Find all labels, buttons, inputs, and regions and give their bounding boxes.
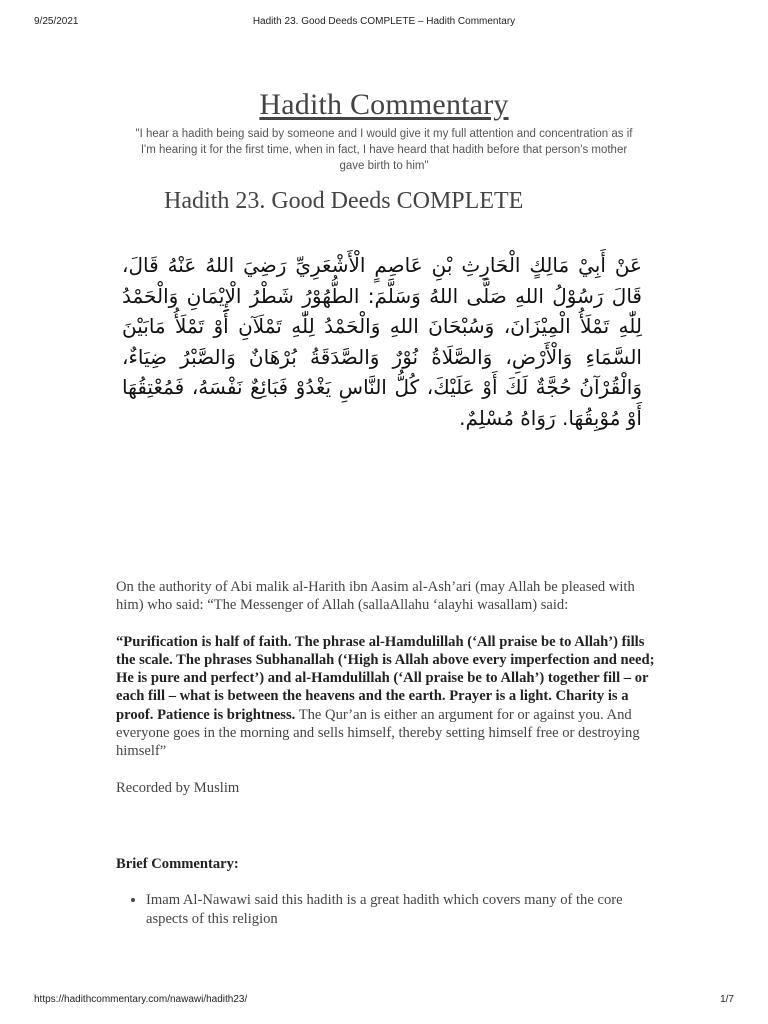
print-document-title: Hadith 23. Good Deeds COMPLETE – Hadith Commentary bbox=[252, 16, 516, 27]
print-date: 9/25/2021 bbox=[34, 16, 79, 27]
recorded-by: Recorded by Muslim bbox=[116, 779, 240, 796]
site-title-link[interactable]: Hadith Commentary bbox=[259, 88, 509, 121]
print-page-number: 1/7 bbox=[720, 994, 734, 1005]
commentary-heading-text: Brief Commentary: bbox=[116, 855, 239, 872]
post-content bbox=[116, 578, 656, 928]
commentary-heading bbox=[116, 855, 656, 873]
hadith-translation bbox=[116, 633, 656, 761]
hadith-translation-bold: “Purification is half of faith. The phrase al-Hamdulillah (‘All praise be to Allah’) fills the scale. The phrases Subhanallah (‘High is Allah above every imperfection and need; He is pure and perfect’) and al-Hamdulillah (‘All praise be to Allah’) together fill – or each fill – what is between the heavens and the earth. Prayer is a light. Charity is a proof. Patience is brightness. bbox=[116, 633, 655, 723]
site-tagline: "I hear a hadith being said by someone and I would give it my full attention and concentration as if I'm hearing it for the first time, when in fact, I have heard that hadith before that person's mother gave birth to him" bbox=[135, 128, 633, 172]
hadith-translation-rest: The Qur’an is either an argument for or against you. And everyone goes in the morning and sells himself, thereby setting himself free or destroying himself” bbox=[116, 706, 640, 760]
post-title: Hadith 23. Good Deeds COMPLETE bbox=[164, 188, 524, 214]
commentary-list-item: • Imam Al-Nawawi said this hadith is a great hadith which covers many of the core aspects of this religion bbox=[146, 891, 656, 928]
commentary-list bbox=[116, 891, 656, 928]
hadith-intro: On the authority of Abi malik al-Harith ibn Aasim al-Ash’ari (may Allah be pleased with him) who said: “The Messenger of Allah (sallaAllahu ‘alayhi wasallam) said: bbox=[116, 579, 635, 614]
section-spacer bbox=[116, 815, 656, 855]
print-header bbox=[34, 16, 734, 32]
print-page-url[interactable]: https://hadithcommentary.com/nawawi/hadith23/ bbox=[34, 994, 248, 1005]
print-footer bbox=[34, 994, 734, 1010]
arabic-hadith-text: عَنْ أَبِيْ مَالِكٍ الْحَارِثِ بْنِ عَاصِمٍ الْأَشْعَرِيِّ رَضِيَ اللهُ عَنْهُ قَالَ، قَالَ رَسُوْلُ اللهِ صَلَّى اللهُ وَسَلَّمَ: الطُّهُوْرُ شَطْرُ الْإِيْمَانِ وَالْحَمْدُ لِلّٰهِ تَمْلَأُ الْمِيْزَانَ، وَسُبْحَانَ اللهِ وَالْحَمْدُ لِلّٰهِ تَمْلَآنِ أَوْ تَمْلَأُ مَابَيْنَ السَّمَاءِ وَالْأَرْضِ، وَالصَّلَاةُ نُوْرٌ وَالصَّدَقَةُ بُرْهَانٌ وَالصَّبْرُ ضِيَاءٌ، وَالْقُرْآنُ حُجَّةٌ لَكَ أَوْ عَلَيْكَ، كُلُّ النَّاسِ يَغْدُوْ فَبَائِعٌ نَفْسَهُ، فَمُعْتِقُهَا أَوْ مُوْبِقُهَا. رَوَاهُ مُسْلِمٌ. bbox=[122, 253, 642, 430]
